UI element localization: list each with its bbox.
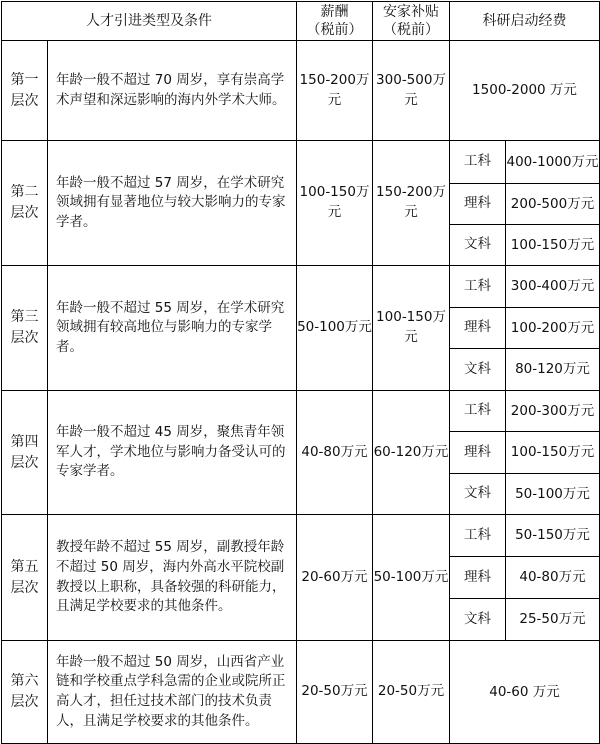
salary-value: 100-150万元	[297, 141, 373, 266]
fund-amount: 200-300万元	[506, 391, 600, 432]
fund-amount: 40-80万元	[506, 557, 600, 599]
fund-amount: 25-50万元	[506, 599, 600, 641]
condition-text: 年龄一般不超过 70 周岁，享有崇高学术声望和深远影响的海内外学术大师。	[48, 41, 297, 141]
subsidy-value: 300-500万元	[373, 41, 450, 141]
condition-text: 年龄一般不超过 50 周岁，山西省产业链和学校重点学科急需的企业或院所正高人才，担任过技术部门的技术负责人，且满足学校要求的其他条件。	[48, 641, 297, 744]
fund-field-label: 工科	[450, 391, 506, 432]
header-fund: 科研启动经费	[450, 2, 600, 41]
subsidy-value: 100-150万元	[373, 266, 450, 391]
header-row	[2, 2, 600, 41]
condition-text: 教授年龄不超过 55 周岁，副教授年龄不超过 50 周岁，海内外高水平院校副教授以上职称，具备较强的科研能力，且满足学校要求的其他条件。	[48, 515, 297, 641]
fund-amount: 100-200万元	[506, 308, 600, 349]
level-label: 第三层次	[2, 266, 48, 391]
fund-amount: 80-120万元	[506, 349, 600, 391]
fund-field-label: 理科	[450, 432, 506, 474]
fund-amount: 300-400万元	[506, 266, 600, 308]
level-label: 第五层次	[2, 515, 48, 641]
subsidy-value: 150-200万元	[373, 141, 450, 266]
fund-field-label: 文科	[450, 599, 506, 641]
condition-text: 年龄一般不超过 55 周岁，在学术研究领域拥有较高地位与影响力的专家学者。	[48, 266, 297, 391]
salary-value: 20-60万元	[297, 515, 373, 641]
salary-value: 20-50万元	[297, 641, 373, 744]
header-subsidy: 安家补贴 （税前）	[373, 2, 450, 41]
fund-amount: 50-150万元	[506, 515, 600, 557]
fund-field-label: 工科	[450, 266, 506, 308]
header-salary: 薪酬 （税前）	[297, 2, 373, 41]
fund-field-label: 理科	[450, 184, 506, 225]
fund-amount: 100-150万元	[506, 432, 600, 474]
fund-amount: 400-1000万元	[506, 141, 600, 184]
fund-field-label: 文科	[450, 474, 506, 515]
table-row	[2, 515, 600, 557]
fund-field-label: 理科	[450, 308, 506, 349]
fund-value: 40-60 万元	[450, 641, 600, 744]
fund-amount: 100-150万元	[506, 225, 600, 266]
table-row	[2, 641, 600, 744]
fund-value: 1500-2000 万元	[450, 41, 600, 141]
salary-value: 40-80万元	[297, 391, 373, 515]
fund-field-label: 理科	[450, 557, 506, 599]
fund-field-label: 工科	[450, 141, 506, 184]
fund-field-label: 文科	[450, 225, 506, 266]
table-row	[2, 41, 600, 141]
salary-value: 50-100万元	[297, 266, 373, 391]
salary-value: 150-200万元	[297, 41, 373, 141]
subsidy-value: 60-120万元	[373, 391, 450, 515]
level-label: 第六层次	[2, 641, 48, 744]
condition-text: 年龄一般不超过 57 周岁，在学术研究领域拥有显著地位与较大影响力的专家学者。	[48, 141, 297, 266]
level-label: 第四层次	[2, 391, 48, 515]
header-type: 人才引进类型及条件	[2, 2, 297, 41]
fund-amount: 200-500万元	[506, 184, 600, 225]
subsidy-value: 50-100万元	[373, 515, 450, 641]
table-row	[2, 391, 600, 432]
level-label: 第一层次	[2, 41, 48, 141]
table-row	[2, 266, 600, 308]
table-row	[2, 141, 600, 184]
fund-amount: 50-100万元	[506, 474, 600, 515]
condition-text: 年龄一般不超过 45 周岁，聚焦青年领军人才，学术地位与影响力备受认可的专家学者。	[48, 391, 297, 515]
talent-table	[1, 1, 600, 744]
fund-field-label: 文科	[450, 349, 506, 391]
level-label: 第二层次	[2, 141, 48, 266]
fund-field-label: 工科	[450, 515, 506, 557]
subsidy-value: 20-50万元	[373, 641, 450, 744]
